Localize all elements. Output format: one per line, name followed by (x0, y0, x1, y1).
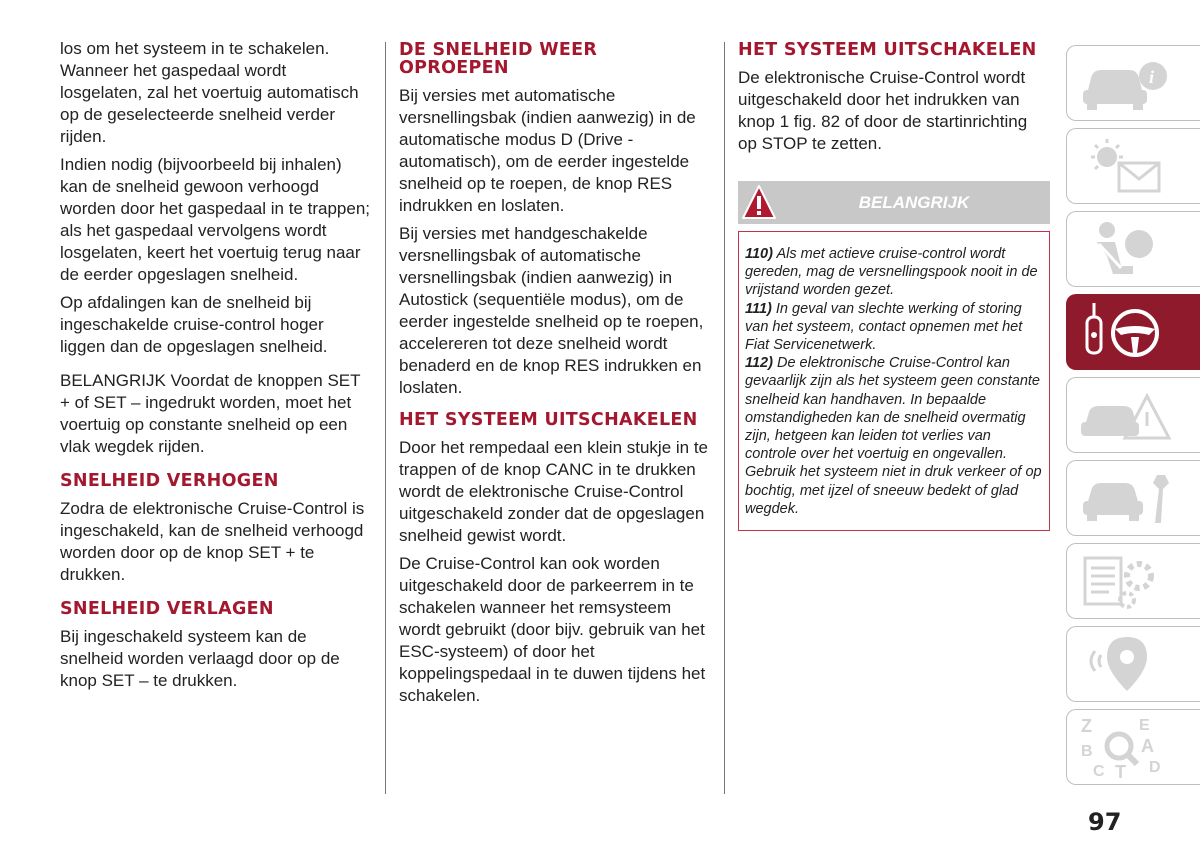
note-text: De elektronische Cruise-Control kan gevaarlijk zijn als het systeem geen constante snelheid kan handhaven. In bepaalde omstandigheden kan de snelheid overmatig zijn, hetgeen kan leiden tot verlies van controle over het voertuig en ongevallen. Gebruik het systeem niet in druk verkeer of op bochtig, met ijzel of sneeuw bedekt of glad wegdek. (745, 355, 1042, 517)
specs-gear-icon (1077, 548, 1177, 614)
paragraph: Bij versies met automatische versnellingsbak (indien aanwezig) in de automatische modus D (Drive - automatisch), om de eerder ingestelde snelheid op te roepen, de knop RES indrukken en loslaten. (399, 86, 696, 215)
seat-safety-icon (1077, 216, 1177, 282)
paragraph: Zodra de elektronische Cruise-Control is ingeschakeld, kan de snelheid verhoogd worden door op de knop SET + te drukken. (60, 499, 365, 584)
warning-icon (741, 184, 777, 221)
paragraph: De Cruise-Control kan ook worden uitgeschakeld door de parkeerrem in te schakelen wanneer het remsysteem wordt gebruikt (door bijv. gebruik van het ESC-systeem) of door het koppelingspedaal in te duwen tijdens het schakelen. (399, 554, 706, 705)
column-3 (738, 38, 1050, 531)
section-heading-systeem-uitschakelen: HET SYSTEEM UITSCHAKELEN (738, 40, 1037, 60)
note-number: 111) (745, 300, 772, 317)
index-letter: C (1093, 763, 1105, 780)
index-letter: B (1081, 743, 1093, 760)
tab-car-service[interactable] (1066, 460, 1200, 536)
paragraph: los om het systeem in te schakelen. Wanneer het gaspedaal wordt losgelaten, zal het voertuig automatisch op de geselecteerde snelheid verder rijden. (60, 39, 359, 146)
page-number: 97 (1088, 808, 1122, 836)
section-heading-systeem-uitschakelen: HET SYSTEEM UITSCHAKELEN (399, 410, 698, 430)
paragraph: Door het rempedaal een klein stukje in te trappen of de knop CANC in te drukken wordt de elektronische Cruise-Control uitgeschakeld zonder dat de opgeslagen snelheid gewist wordt. (399, 438, 709, 545)
tab-starting-driving[interactable] (1066, 294, 1200, 370)
warning-title: BELANGRIJK (858, 193, 970, 212)
index-letter: Z (1081, 716, 1092, 736)
section-heading-snelheid-verhogen: SNELHEID VERHOGEN (60, 471, 279, 491)
index-letter: E (1139, 717, 1150, 734)
paragraph: Indien nodig (bijvoorbeeld bij inhalen) kan de snelheid gewoon verhoogd worden door het gaspedaal in te trappen; als het gaspedaal vervolgens wordt losgelaten, keert het voertuig terug naar de eerder opgeslagen snelheid. (60, 155, 371, 284)
paragraph: Bij versies met handgeschakelde versnellingsbak of automatische versnellingsbak (indien aanwezig) in Autostick (sequentiële modus), om de eerder ingestelde snelheid op te roepen, accelereren tot deze snelheid wordt benaderd en de knop RES indrukken en loslaten. (399, 224, 704, 397)
tab-emergency[interactable] (1066, 377, 1200, 453)
section-heading-snelheid-verlagen: SNELHEID VERLAGEN (60, 599, 274, 619)
column-divider (385, 42, 386, 794)
multimedia-icon (1077, 631, 1177, 697)
column-2 (399, 38, 709, 713)
warning-note (745, 245, 1043, 300)
index-letter: A (1141, 736, 1154, 756)
section-heading-snelheid-oproepen: DE SNELHEID WEER OPROEPEN (399, 40, 598, 78)
index-search-icon (1077, 714, 1177, 780)
emergency-car-icon (1077, 382, 1177, 448)
paragraph: BELANGRIJK Voordat de knoppen SET + of SET – ingedrukt worden, moet het voertuig op constante snelheid op een vlak wegdek rijden. (60, 371, 361, 456)
tab-seat-safety[interactable] (1066, 211, 1200, 287)
svg-text:i: i (1149, 67, 1155, 87)
warning-header (738, 181, 1050, 224)
key-steering-wheel-icon (1077, 299, 1177, 365)
column-divider (724, 42, 725, 794)
car-info-icon (1077, 50, 1177, 116)
index-letter: T (1115, 762, 1126, 780)
note-text: Als met actieve cruise-control wordt gereden, mag de versnellingspook nooit in de vrijstand worden gezet. (745, 246, 1038, 299)
tab-technical-specs[interactable] (1066, 543, 1200, 619)
warning-box (738, 231, 1050, 531)
index-letter: D (1149, 759, 1161, 776)
paragraph: Bij ingeschakeld systeem kan de snelheid worden verlaagd door op de knop SET – te drukken. (60, 627, 340, 690)
warning-note (745, 300, 1043, 355)
tab-index[interactable] (1066, 709, 1200, 785)
note-number: 110) (745, 246, 773, 262)
tab-multimedia[interactable] (1066, 626, 1200, 702)
warning-note (745, 354, 1043, 518)
paragraph: Op afdalingen kan de snelheid bij ingeschakelde cruise-control hoger liggen dan de opgeslagen snelheid. (60, 293, 328, 356)
column-1 (60, 38, 370, 698)
lights-mail-icon (1077, 133, 1177, 199)
paragraph: De elektronische Cruise-Control wordt uitgeschakeld door het indrukken van knop 1 fig. 82 of door de startinrichting op STOP te zetten. (738, 68, 1028, 153)
note-text: In geval van slechte werking of storing van het systeem, contact opnemen met het Fiat Servicenetwerk. (745, 300, 1023, 354)
car-service-icon (1077, 465, 1177, 531)
note-number: 112) (745, 355, 773, 372)
tab-lights-mail[interactable] (1066, 128, 1200, 204)
tab-car-info[interactable] (1066, 45, 1200, 121)
